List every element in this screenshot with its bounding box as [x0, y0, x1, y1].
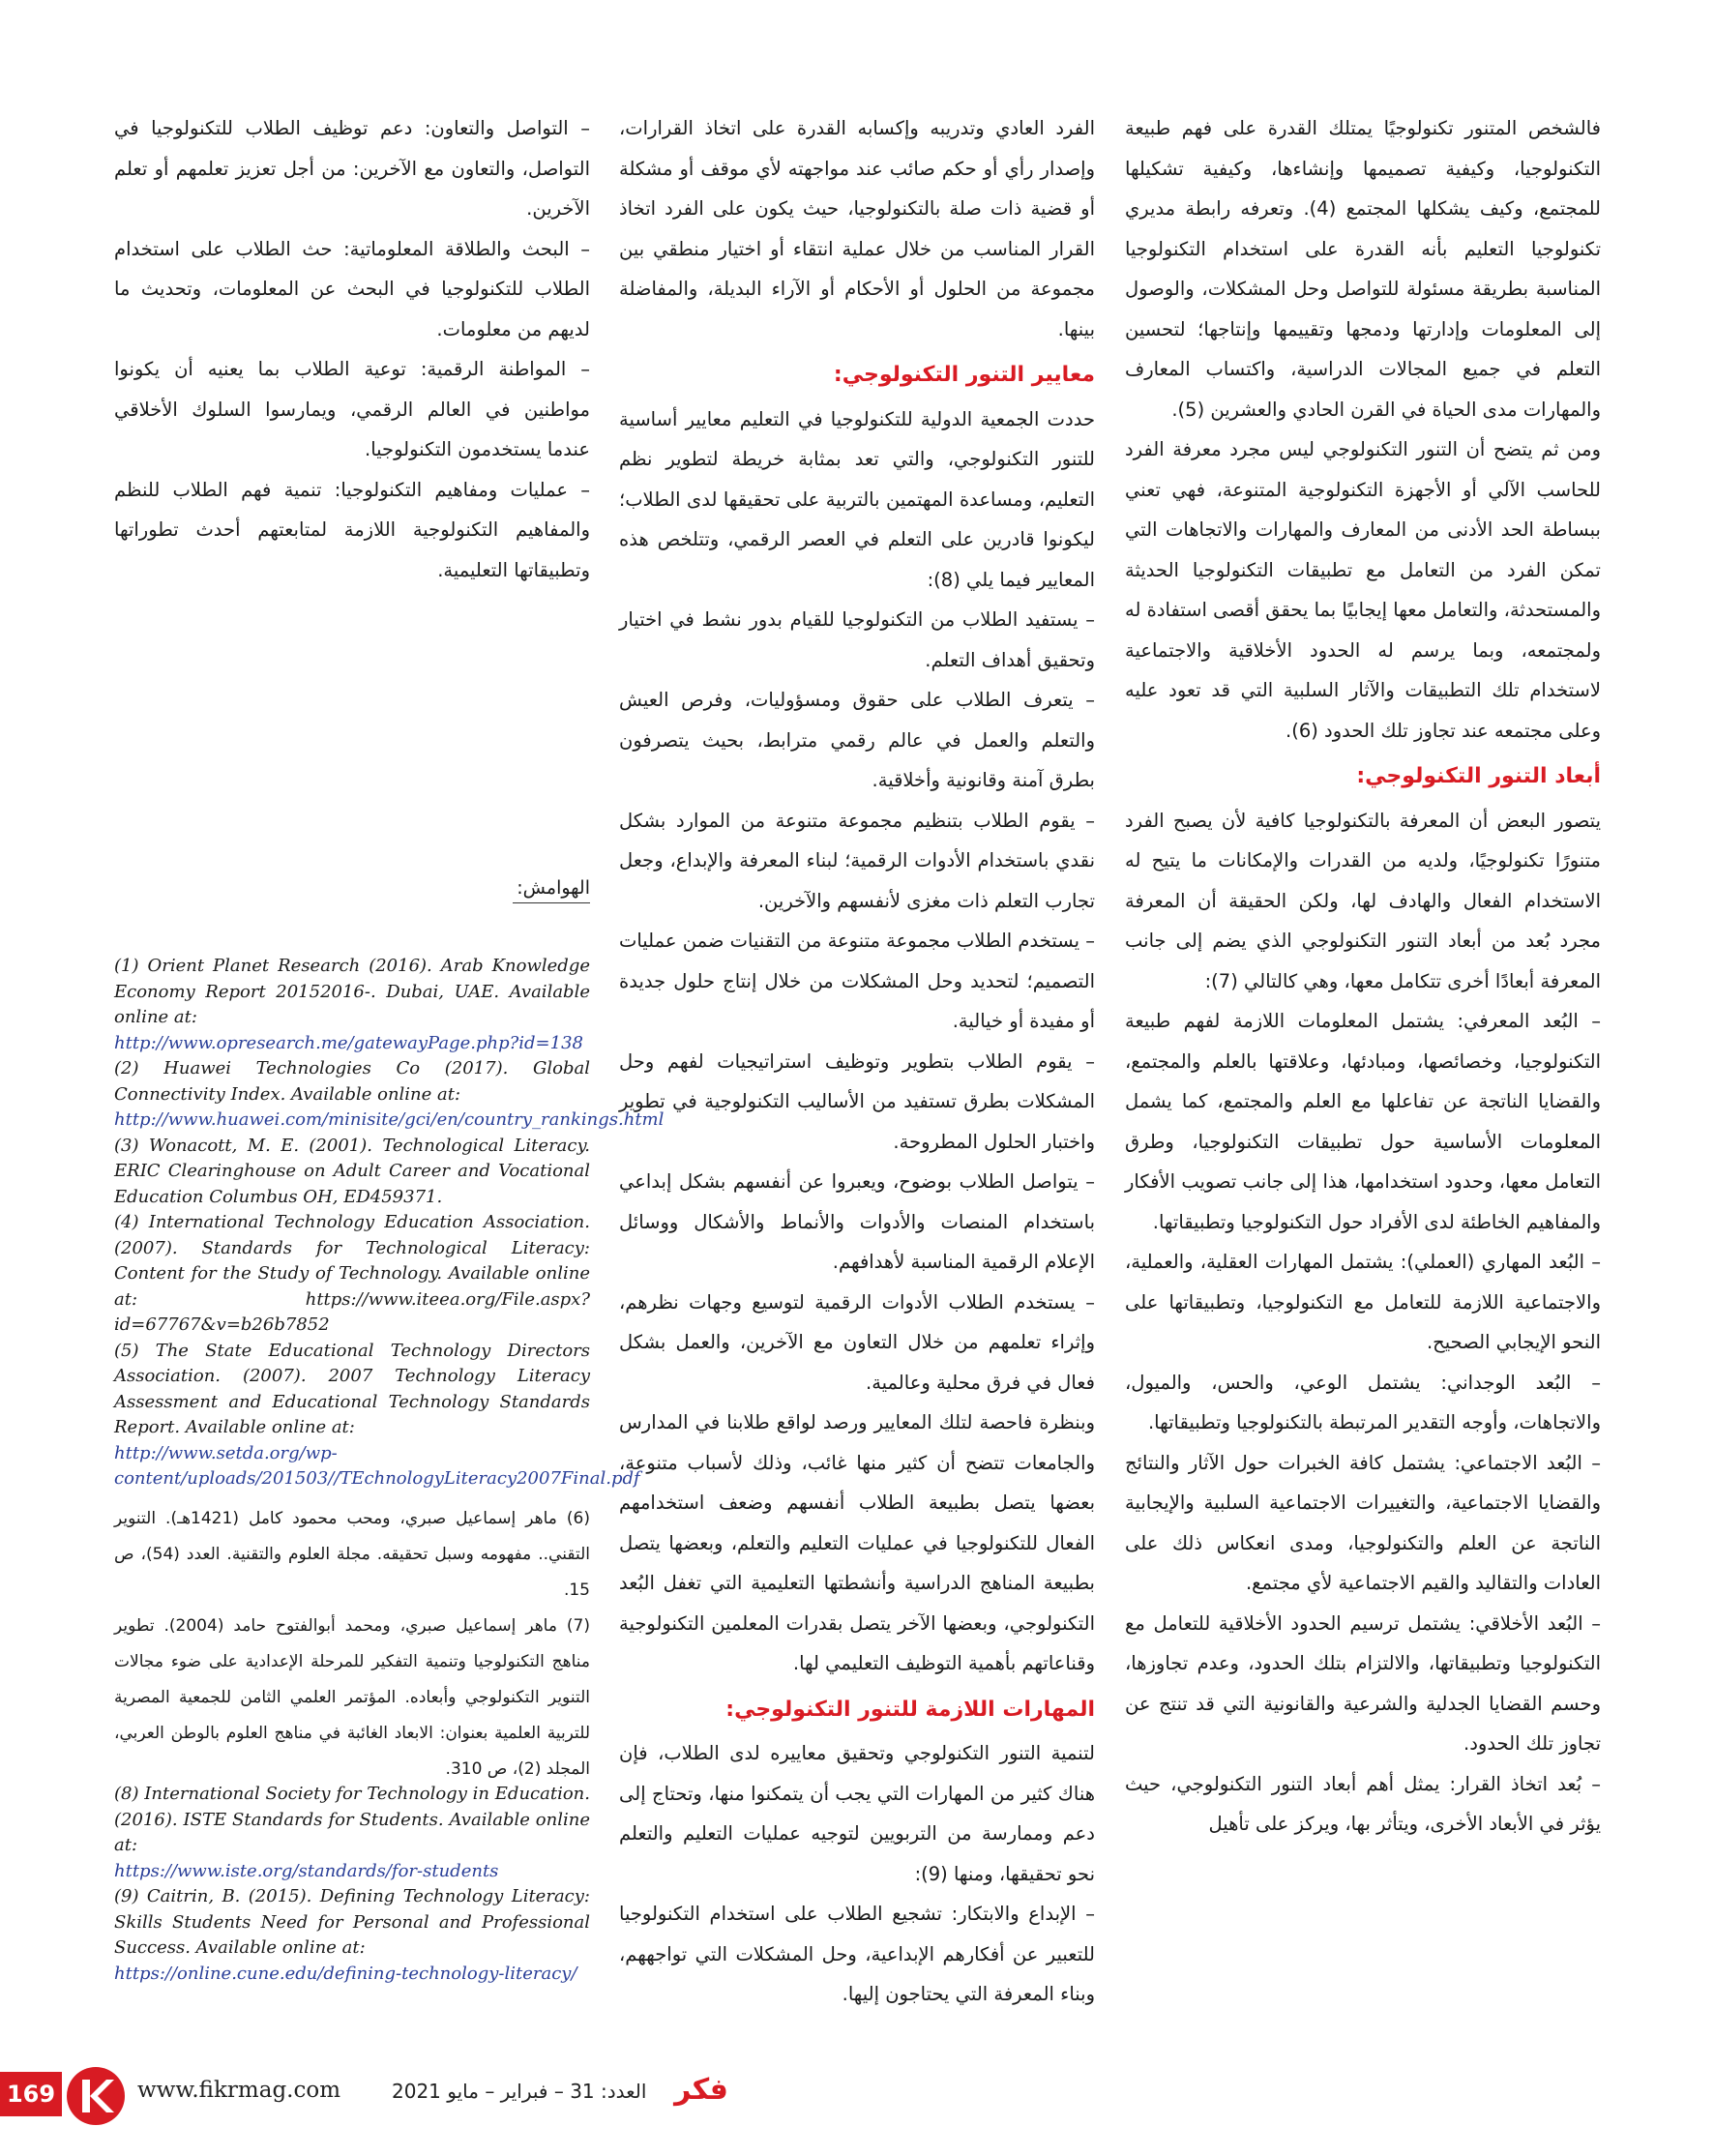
paragraph: – التواصل والتعاون: دعم توظيف الطلاب للتكنولوجيا في التواصل، والتعاون مع الآخرين: من أجل تعزيز تعلمهم أو تعلم الآخرين.	[114, 117, 590, 220]
footnote-link[interactable]: https://online.cune.edu/defining-technology-literacy/	[114, 1963, 577, 1984]
footnote-entry: (8) International Society for Technology in Education. (2016). ISTE Standards for Students. Available online at:	[114, 1784, 590, 1855]
paragraph: – البُعد الاجتماعي: يشتمل كافة الخبرات حول الآثار والنتائج والقضايا الاجتماعية، والتغييرات الاجتماعية السلبية والإيجابية الناتجة عن العلم والتكنولوجيا، ومدى انعكاس ذلك على العادات والتقاليد والقيم الاجتماعية لأي مجتمع.	[1125, 1451, 1601, 1594]
paragraph: – البحث والطلاقة المعلوماتية: حث الطلاب على استخدام الطلاب للتكنولوجيا في البحث عن المعلومات، وتحديث ما لديهم من معلومات.	[114, 237, 590, 340]
paragraph: – البُعد الأخلاقي: يشتمل ترسيم الحدود الأخلاقية للتعامل مع التكنولوجيا وتطبيقاتها، والالتزام بتلك الحدود، وعدم تجاوزها، وحسم القضايا الجدلية والشرعية والقانونية التي قد تنتج عن تجاوز تلك الحدود.	[1125, 1611, 1601, 1755]
footnote-entry: (1) Orient Planet Research (2016). Arab Knowledge Economy Report 20152016-. Dubai, UAE. Available online at:	[114, 956, 590, 1027]
magazine-logo	[667, 2064, 735, 2112]
paragraph: – المواطنة الرقمية: توعية الطلاب بما يعنيه أن يكونوا مواطنين في العالم الرقمي، ويمارسوا السلوك الأخلاقي عندما يستخدمون التكنولوجيا.	[114, 358, 590, 460]
footnotes-title: الهوامش:	[513, 873, 590, 903]
magazine-logo-text: فكر	[674, 2073, 728, 2107]
paragraph: لتنمية التنور التكنولوجي وتحقيق معاييره لدى الطلاب، فإن هناك كثير من المهارات التي يجب أن يتمكنوا منها، وتحتاج إلى دعم وممارسة من التربويين لتوجيه عمليات التعليم والتعلم نحو تحقيقها، ومنها (9):	[619, 1742, 1095, 1885]
section-heading: معايير التنور التكنولوجي:	[833, 363, 1095, 387]
paragraph: – عمليات ومفاهيم التكنولوجيا: تنمية فهم الطلاب للنظم والمفاهيم التكنولوجية اللازمة لمتابعتهم أحدث تطوراتها وتطبيقاتها التعليمية.	[114, 478, 590, 581]
footnote-link[interactable]: http://www.huawei.com/minisite/gci/en/country_rankings.html	[114, 1109, 665, 1130]
paragraph: – يتواصل الطلاب بوضوح، ويعبروا عن أنفسهم بشكل إبداعي باستخدام المنصات والأدوات والأنماط والأشكال ووسائل الإعلام الرقمية المناسبة لأهدافهم.	[619, 1170, 1095, 1273]
footnote-link[interactable]: http://www.opresearch.me/gatewayPage.php?id=138	[114, 1032, 583, 1053]
paragraph: – البُعد المهاري (العملي): يشتمل المهارات العقلية، والعملية، والاجتماعية اللازمة للتعامل مع التكنولوجيا، وتطبيقاتها على النحو الإيجابي الصحيح.	[1125, 1251, 1601, 1353]
paragraph: – يستفيد الطلاب من التكنولوجيا للقيام بدور نشط في اختيار وتحقيق أهداف التعلم.	[619, 608, 1095, 671]
paragraph: – يقوم الطلاب بتطوير وتوظيف استراتيجيات لفهم وحل المشكلات بطرق تستفيد من الأساليب التكنولوجية في تطوير واختبار الحلول المطروحة.	[619, 1049, 1095, 1153]
section-heading: المهارات اللازمة للتنور التكنولوجي:	[725, 1697, 1095, 1722]
paragraph: – البُعد الوجداني: يشتمل الوعي، والحس، والميول، والاتجاهات، وأوجه التقدير المرتبطة بالتكنولوجيا وتطبيقاتها.	[1125, 1371, 1601, 1433]
paragraph: – يستخدم الطلاب الأدوات الرقمية لتوسيع وجهات نظرهم، وإثراء تعلمهم من خلال التعاون مع الآخرين، والعمل بشكل فعال في فرق محلية وعالمية.	[619, 1290, 1095, 1394]
footnote-entry-arabic: (7) ماهر إسماعيل صبري، ومحمد أبوالفتوح حامد (2004). تطوير مناهج التكنولوجيا وتنمية التفكير للمرحلة الإعدادية على ضوء مجالات التنوير التكنولوجي وأبعاده. المؤتمر العلمي الثامن للجمعية المصرية للتربية العلمية بعنوان: الابعاد الغائبة في مناهج العلوم بالوطن العربي، المجلد (2)، ص 310.	[114, 1616, 590, 1779]
footnote-entry: (5) The State Educational Technology Directors Association. (2007). 2007 Technology Literacy Assessment and Educational Technology Standards Report. Available online at:	[114, 1340, 590, 1437]
section-heading: أبعاد التنور التكنولوجي:	[1356, 764, 1601, 788]
paragraph: الفرد العادي وتدريبه وإكسابه القدرة على اتخاذ القرارات، وإصدار رأي أو حكم صائب عند مواجهته لأي موقف أو مشكلة أو قضية ذات صلة بالتكنولوجيا، حيث يكون على الفرد اتخاذ القرار المناسب من خلال عملية انتقاء أو اختيار منطقي بين مجموعة من الحلول أو الأحكام أو الآراء البديلة، والمفاضلة بينها.	[619, 117, 1095, 340]
page-number: 169	[0, 2072, 62, 2116]
footnote-entry: (4) International Technology Education Association. (2007). Standards for Technological Literacy: Content for the Study of Technology. Available online at: https://www.iteea.org/File.aspx?id=67767&v=b26b7852	[114, 1212, 590, 1335]
issue-info: العدد: 31 – فبراير – مايو 2021	[392, 2080, 647, 2103]
footnote-link[interactable]: http://www.setda.org/wp-content/uploads/201503//TEchnologyLiteracy2007Final.pdf	[114, 1442, 640, 1489]
paragraph: ومن ثم يتضح أن التنور التكنولوجي ليس مجرد معرفة الفرد للحاسب الآلي أو الأجهزة التكنولوجية المتنوعة، فهي تعني ببساطة الحد الأدنى من المعارف والمهارات والاتجاهات التي تمكن الفرد من التعامل مع تطبيقات التكنولوجيا الحديثة والمستحدثة، والتعامل معها إيجابيًا بما يحقق أقصى استفادة له ولمجتمعه، وبما يرسم له الحدود الأخلاقية والاجتماعية لاستخدام تلك التطبيقات والآثار السلبية التي قد تعود عليه وعلى مجتمعه عند تجاوز تلك الحدود (6).	[1125, 438, 1601, 742]
paragraph: وبنظرة فاحصة لتلك المعايير ورصد لواقع طلابنا في المدارس والجامعات تتضح أن كثير منها غائب، وذلك لأسباب متنوعة، بعضها يتصل بطبيعة الطلاب أنفسهم وضعف استخدامهم الفعال للتكنولوجيا في عمليات التعليم والتعلم، وبعضها يتصل بطبيعة المناهج الدراسية وأنشطتها التعليمية التي تغفل البُعد التكنولوجي، وبعضها الآخر يتصل بقدرات المعلمين التكنولوجية وقناعاتهم بأهمية التوظيف التعليمي لها.	[619, 1411, 1095, 1674]
paragraph: – يتعرف الطلاب على حقوق ومسؤوليات، وفرص العيش والتعلم والعمل في عالم رقمي مترابط، بحيث يتصرفون بطرق آمنة وقانونية وأخلاقية.	[619, 689, 1095, 791]
paragraph: حددت الجمعية الدولية للتكنولوجيا في التعليم معايير أساسية للتنور التكنولوجي، والتي تعد بمثابة خريطة لتطوير نظم التعليم، ومساعدة المهتمين بالتربية على تحقيقها لدى الطلاب؛ ليكونوا قادرين على التعلم في العصر الرقمي، وتتلخص هذه المعايير فيما يلي (8):	[619, 407, 1095, 591]
fikr-k-logo-icon	[66, 2066, 126, 2126]
footnotes-latin-1	[114, 954, 665, 1492]
paragraph: يتصور البعض أن المعرفة بالتكنولوجيا كافية لأن يصبح الفرد متنورًا تكنولوجيًا، ولديه من القدرات والإمكانات ما يتيح له الاستخدام الفعال والهادف لها، ولكن الحقيقة أن المعرفة مجرد بُعد من أبعاد التنور التكنولوجي الذي يضم إلى جانب المعرفة أبعادًا أخرى تتكامل معها، وهي كالتالي (7):	[1125, 809, 1601, 992]
footnote-entry: (3) Wonacott, M. E. (2001). Technological Literacy. ERIC Clearinghouse on Adult Career and Vocational Education Columbus OH, ED459371.	[114, 1135, 590, 1207]
footnotes-latin-2	[114, 1782, 590, 1987]
footnote-link[interactable]: https://www.iste.org/standards/for-students	[114, 1860, 499, 1881]
paragraph: – الإبداع والابتكار: تشجيع الطلاب على استخدام التكنولوجيا للتعبير عن أفكارهم الإبداعية، وحل المشكلات التي تواجههم، وبناء المعرفة التي يحتاجون إليها.	[619, 1903, 1095, 2005]
paragraph: – بُعد اتخاذ القرار: يمثل أهم أبعاد التنور التكنولوجي، حيث يؤثر في الأبعاد الأخرى، ويتأثر بها، ويركز على تأهيل	[1125, 1772, 1601, 1835]
paragraph: – البُعد المعرفي: يشتمل المعلومات اللازمة لفهم طبيعة التكنولوجيا، وخصائصها، ومبادئها، وعلاقتها بالعلم والمجتمع، والقضايا الناتجة عن تفاعلها مع العلم والمجتمع، كما يشمل المعلومات الأساسية حول تطبيقات التكنولوجيا، وطرق التعامل معها، وحدود استخدامها، هذا إلى جانب تصويب الأفكار والمفاهيم الخاطئة لدى الأفراد حول التكنولوجيا وتطبيقاتها.	[1125, 1010, 1601, 1233]
paragraph: – يستخدم الطلاب مجموعة متنوعة من التقنيات ضمن عمليات التصميم؛ لتحديد وحل المشكلات من خلال إنتاج حلول جديدة أو مفيدة أو خيالية.	[619, 930, 1095, 1032]
footnote-entry: (9) Caitrin, B. (2015). Defining Technology Literacy: Skills Students Need for Personal and Professional Success. Available online at:	[114, 1886, 590, 1958]
footnote-entry: (2) Huawei Technologies Co (2017). Global Connectivity Index. Available online at:	[114, 1058, 590, 1105]
footnote-entry-arabic: (6) ماهر إسماعيل صبري، ومحب محمود كامل (1421هـ). التنوير التقني.. مفهومه وسبل تحقيقه. مجلة العلوم والتقنية. العدد (54)، ص 15.	[114, 1509, 591, 1600]
article-column-left	[114, 108, 590, 590]
article-column-middle	[619, 108, 1095, 2015]
footnotes-arabic	[114, 1501, 590, 1787]
website-link[interactable]: www.fikrmag.com	[137, 2078, 341, 2103]
paragraph: – يقوم الطلاب بتنظيم مجموعة متنوعة من الموارد بشكل نقدي باستخدام الأدوات الرقمية؛ لبناء المعرفة والإبداع، وجعل تجارب التعلم ذات مغزى لأنفسهم والآخرين.	[619, 809, 1095, 912]
paragraph: فالشخص المتنور تكنولوجيًا يمتلك القدرة على فهم طبيعة التكنولوجيا، وكيفية تصميمها وإنشاءها، وكيفية تشكيلها للمجتمع، وكيف يشكلها المجتمع (4). وتعرفه رابطة مديري تكنولوجيا التعليم بأنه القدرة على استخدام التكنولوجيا المناسبة بطريقة مسئولة للتواصل وحل المشكلات، والوصول إلى المعلومات وإدارتها ودمجها وتقييمها وإنتاجها؛ لتحسين التعلم في جميع المجالات الدراسية، واكتساب المعارف والمهارات مدى الحياة في القرن الحادي والعشرين (5).	[1125, 117, 1601, 421]
article-column-right	[1125, 108, 1601, 1845]
